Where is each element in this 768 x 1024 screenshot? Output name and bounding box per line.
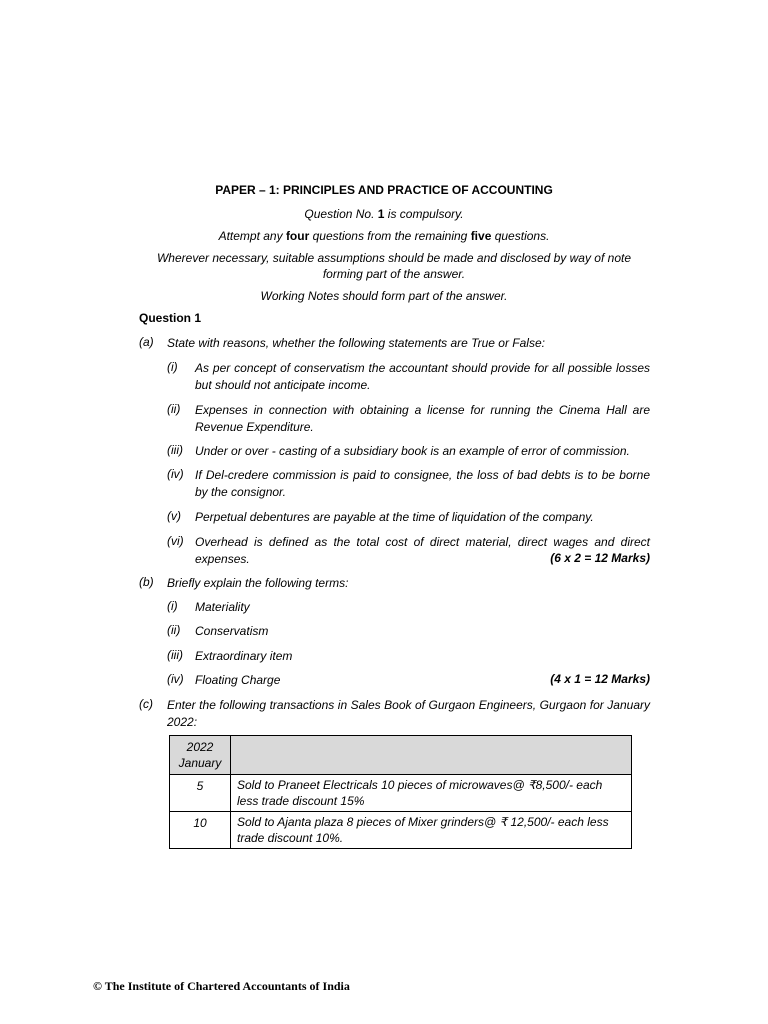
item-text: As per concept of conservatism the accountant should provide for all possible losses but should not anticipate income. [195,361,650,392]
table-row [170,812,632,849]
part-a-marks: (6 x 2 = 12 Marks) [550,551,650,565]
item-number: (v) [167,509,181,523]
paper-title: PAPER – 1: PRINCIPLES AND PRACTICE OF ACCOUNTING [215,183,553,197]
item-number: (ii) [167,623,181,637]
item-text: Perpetual debentures are payable at the time of liquidation of the company. [195,510,594,524]
table-row [170,775,632,812]
table-header-date: 2022 January [170,736,231,775]
table-header-particulars [231,736,632,775]
item-text: If Del-credere commission is paid to consignee, the loss of bad debts is to be borne by the consignor. [195,468,650,499]
item-number: (vi) [167,534,184,548]
item-number: (iii) [167,443,183,457]
item-number: (ii) [167,402,181,416]
footer-copyright: © The Institute of Chartered Accountants of India [93,979,350,993]
item-text: Extraordinary item [195,649,293,663]
table-cell-text: Sold to Praneet Electricals 10 pieces of microwaves@ ₹8,500/- each less trade discount 15% [231,775,632,812]
instruction-assumptions: Wherever necessary, suitable assumptions should be made and disclosed by way of note forming part of the answer. [156,251,632,281]
item-text: Conservatism [195,624,269,638]
item-number: (i) [167,360,178,374]
item-number: (iii) [167,648,183,662]
item-text: Under or over - casting of a subsidiary book is an example of error of commission. [195,444,630,458]
item-number: (i) [167,599,178,613]
item-number: (iv) [167,672,184,686]
item-text: Materiality [195,600,250,614]
part-c-text: Enter the following transactions in Sales Book of Gurgaon Engineers, Gurgaon for January 2022: [167,698,650,729]
table-cell-date: 10 [170,812,231,849]
item-number: (iv) [167,467,184,481]
table-header-row [170,736,632,775]
part-a-text: State with reasons, whether the following statements are True or False: [167,336,545,350]
instruction-working-notes: Working Notes should form part of the answer. [260,289,508,303]
item-text: Expenses in connection with obtaining a license for running the Cinema Hall are Revenue Expenditure. [195,403,650,434]
part-c-label: (c) [139,697,153,711]
table-cell-date: 5 [170,775,231,812]
part-b-text: Briefly explain the following terms: [167,576,349,590]
part-b-label: (b) [139,575,154,589]
instruction-attempt: Attempt any four questions from the remaining five questions. [218,229,550,243]
item-text: Overhead is defined as the total cost of direct material, direct wages and direct expenses. [195,535,650,566]
instruction-compulsory: Question No. 1 is compulsory. [304,207,464,221]
item-text: Floating Charge [195,673,281,687]
question-heading: Question 1 [139,311,202,325]
sales-transactions-table [169,735,632,849]
part-a-label: (a) [139,335,154,349]
part-b-marks: (4 x 1 = 12 Marks) [550,672,650,686]
table-cell-text: Sold to Ajanta plaza 8 pieces of Mixer grinders@ ₹ 12,500/- each less trade discount 10%. [231,812,632,849]
